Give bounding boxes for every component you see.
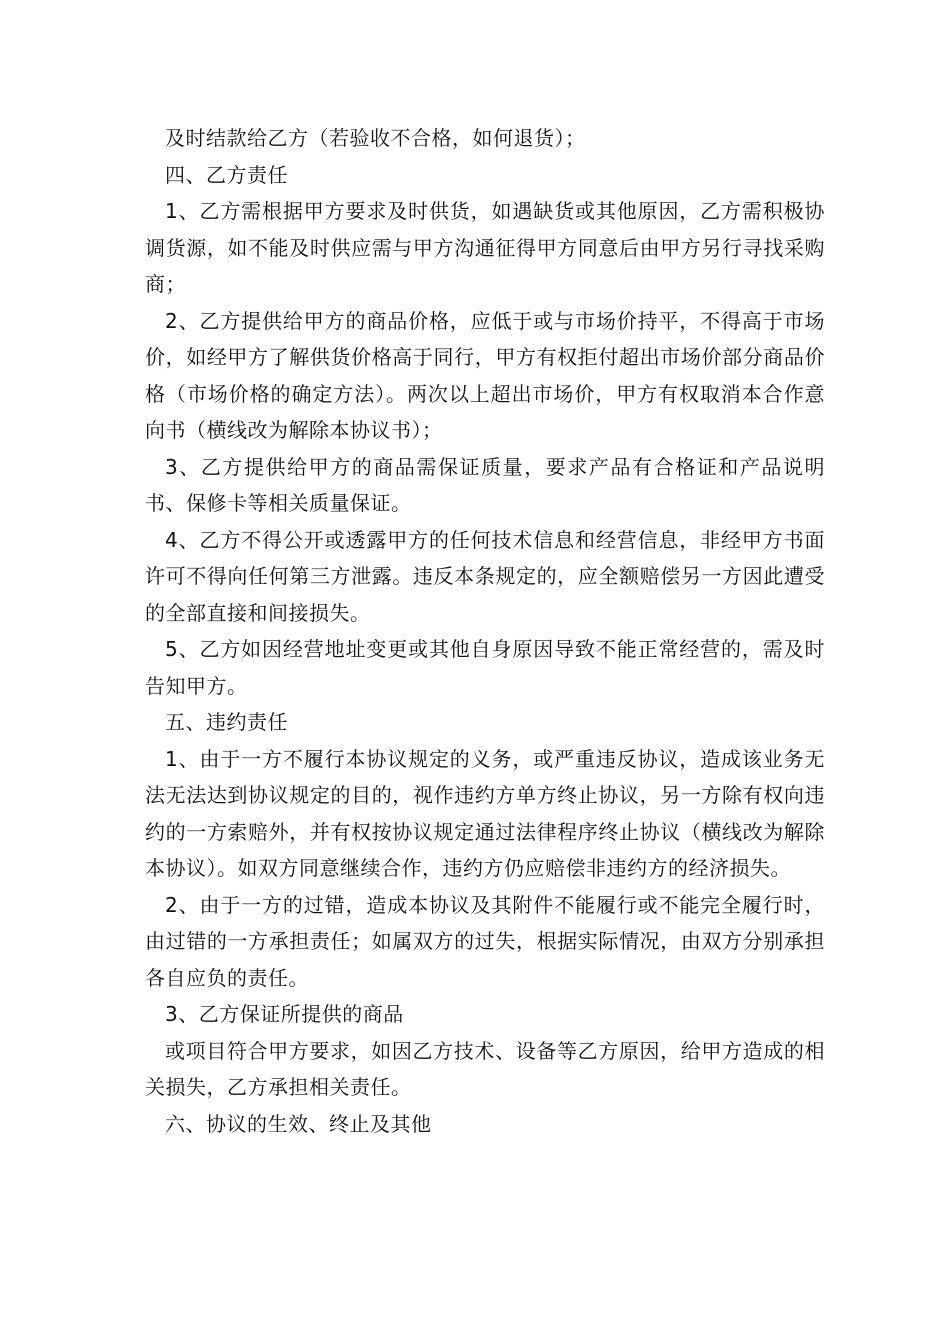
clause-4-1: 1、乙方需根据甲方要求及时供货，如遇缺货或其他原因，乙方需积极协调货源，如不能及时供应需与甲方沟通征得甲方同意后由甲方另行寻找采购商；	[145, 199, 825, 296]
section-heading-breach-liability: 五、违约责任	[165, 710, 288, 734]
document-body	[145, 120, 825, 1142]
clause-5-3: 3、乙方保证所提供的商品	[165, 1002, 404, 1026]
paragraph-settlement: 及时结款给乙方（若验收不合格，如何退货）；	[165, 126, 586, 150]
clause-4-4: 4、乙方不得公开或透露甲方的任何技术信息和经营信息，非经甲方书面许可不得向任何第三方泄露。违反本条规定的，应全额赔偿另一方因此遭受的全部直接和间接损失。	[145, 527, 825, 625]
clause-4-3: 3、乙方提供给甲方的商品需保证质量，要求产品有合格证和产品说明书、保修卡等相关质量保证。	[145, 454, 825, 515]
clause-5-3-continued: 或项目符合甲方要求，如因乙方技术、设备等乙方原因，给甲方造成的相关损失，乙方承担相关责任。	[145, 1038, 825, 1099]
section-heading-effectiveness-termination: 六、协议的生效、终止及其他	[165, 1111, 432, 1136]
clause-5-1: 1、由于一方不履行本协议规定的义务，或严重违反协议，造成该业务无法无法达到协议规定的目的，视作违约方单方终止协议，另一方除有权向违约的一方索赔外，并有权按协议规定通过法律程序终止协议（横线改为解除本协议）。如双方同意继续合作，违约方仍应赔偿非违约方的经济损失。	[145, 746, 825, 880]
clause-5-2: 2、由于一方的过错，造成本协议及其附件不能履行或不能完全履行时，由过错的一方承担责任；如属双方的过失，根据实际情况，由双方分别承担各自应负的责任。	[145, 892, 825, 990]
clause-4-2: 2、乙方提供给甲方的商品价格，应低于或与市场价持平，不得高于市场价，如经甲方了解供货价格高于同行，甲方有权拒付超出市场价部分商品价格（市场价格的确定方法）。两次以上超出市场价，甲方有权取消本合作意向书（横线改为解除本协议书）；	[145, 308, 825, 442]
clause-4-5: 5、乙方如因经营地址变更或其他自身原因导致不能正常经营的，需及时告知甲方。	[145, 637, 825, 698]
section-heading-party-b-responsibilities: 四、乙方责任	[165, 162, 288, 187]
